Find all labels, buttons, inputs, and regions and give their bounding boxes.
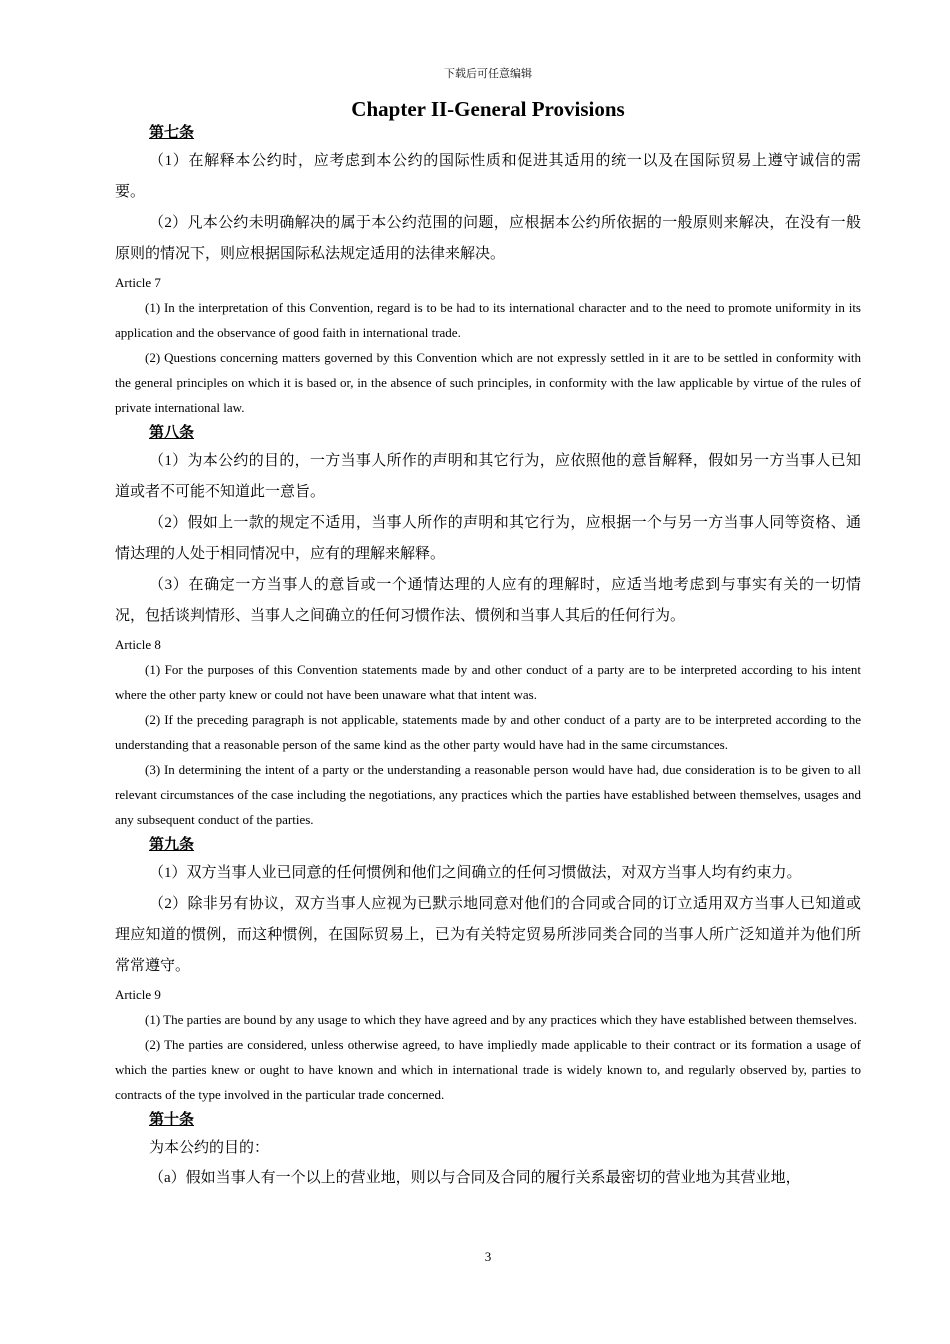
article-7-en-para-2: (2) Questions concerning matters governed by this Convention which are not expressly settled in it are to be settled in conformity with the general principles on which it is based or, in the absence of such principles, in conformity with the law applicable by virtue of the rules of private international law. — [115, 350, 861, 415]
article-8-en-para-1: (1) For the purposes of this Convention statements made by and other conduct of a party are to be interpreted according to his intent where the other party knew or could not have been unaware what that intent was. — [115, 662, 861, 702]
article-8-zh-para-3: （3）在确定一方当事人的意旨或一个通情达理的人应有的理解时，应适当地考虑到与事实有关的一切情况，包括谈判情形、当事人之间确立的任何习惯作法、惯例和当事人其后的任何行为。 — [115, 577, 861, 624]
article-7-en-title: Article 7 — [115, 275, 161, 290]
article-7-zh-para-2: （2）凡本公约未明确解决的属于本公约范围的问题，应根据本公约所依据的一般原则来解决，在没有一般原则的情况下，则应根据国际私法规定适用的法律来解决。 — [115, 215, 861, 262]
page-number: 3 — [484, 1249, 492, 1264]
article-9-en-para-1: (1) The parties are bound by any usage to which they have agreed and by any practices which they have established between themselves. — [145, 1012, 857, 1027]
article-10-zh-title: 第十条 — [149, 1112, 195, 1128]
article-8-zh-para-2: （2）假如上一款的规定不适用，当事人所作的声明和其它行为，应根据一个与另一方当事人同等资格、通情达理的人处于相同情况中，应有的理解来解释。 — [115, 515, 861, 562]
article-9-en-para-2: (2) The parties are considered, unless otherwise agreed, to have impliedly made applicable to their contract or its formation a usage of which the parties knew or ought to have known and which in international trade is widely known to, and regularly observed by, parties to contracts of the type involved in the particular trade concerned. — [115, 1037, 861, 1102]
article-8-zh-para-1: （1）为本公约的目的，一方当事人所作的声明和其它行为，应依照他的意旨解释，假如另一方当事人已知道或者不可能不知道此一意旨。 — [115, 453, 861, 500]
article-8-en-title: Article 8 — [115, 637, 161, 652]
article-8-en-para-3: (3) In determining the intent of a party or the understanding a reasonable person would have had, due consideration is to be given to all relevant circumstances of the case including the negotiations, any practices which the parties have established between themselves, usages and any subsequent conduct of the parties. — [115, 762, 861, 827]
article-7-en-para-1: (1) In the interpretation of this Convention, regard is to be had to its international character and to the need to promote uniformity in its application and the observance of good faith in international trade. — [115, 300, 861, 340]
chapter-title: Chapter II-General Provisions — [351, 97, 625, 121]
article-9-en-title: Article 9 — [115, 987, 161, 1002]
article-7-zh-para-1: （1）在解释本公约时，应考虑到本公约的国际性质和促进其适用的统一以及在国际贸易上遵守诚信的需要。 — [115, 153, 861, 200]
article-10-zh-item-a: （a）假如当事人有一个以上的营业地，则以与合同及合同的履行关系最密切的营业地为其营业地， — [149, 1170, 801, 1186]
header-note: 下载后可任意编辑 — [444, 68, 532, 80]
article-10-zh-intro: 为本公约的目的： — [149, 1140, 270, 1156]
article-9-zh-para-2: （2）除非另有协议，双方当事人应视为已默示地同意对他们的合同或合同的订立适用双方当事人已知道或理应知道的惯例，而这种惯例，在国际贸易上，已为有关特定贸易所涉同类合同的当事人所广泛知道并为他们所常常遵守。 — [115, 896, 861, 974]
document-body — [115, 120, 861, 1193]
article-9-zh-para-1: （1）双方当事人业已同意的任何惯例和他们之间确立的任何习惯做法，对双方当事人均有约束力。 — [149, 865, 802, 881]
article-8-en-para-2: (2) If the preceding paragraph is not applicable, statements made by and other conduct of a party are to be interpreted according to the understanding that a reasonable person of the same kind as the other party would have had in the same circumstances. — [115, 712, 861, 752]
article-9-zh-title: 第九条 — [149, 837, 195, 853]
article-8-zh-title: 第八条 — [149, 425, 195, 441]
article-7-zh-title: 第七条 — [149, 125, 195, 141]
